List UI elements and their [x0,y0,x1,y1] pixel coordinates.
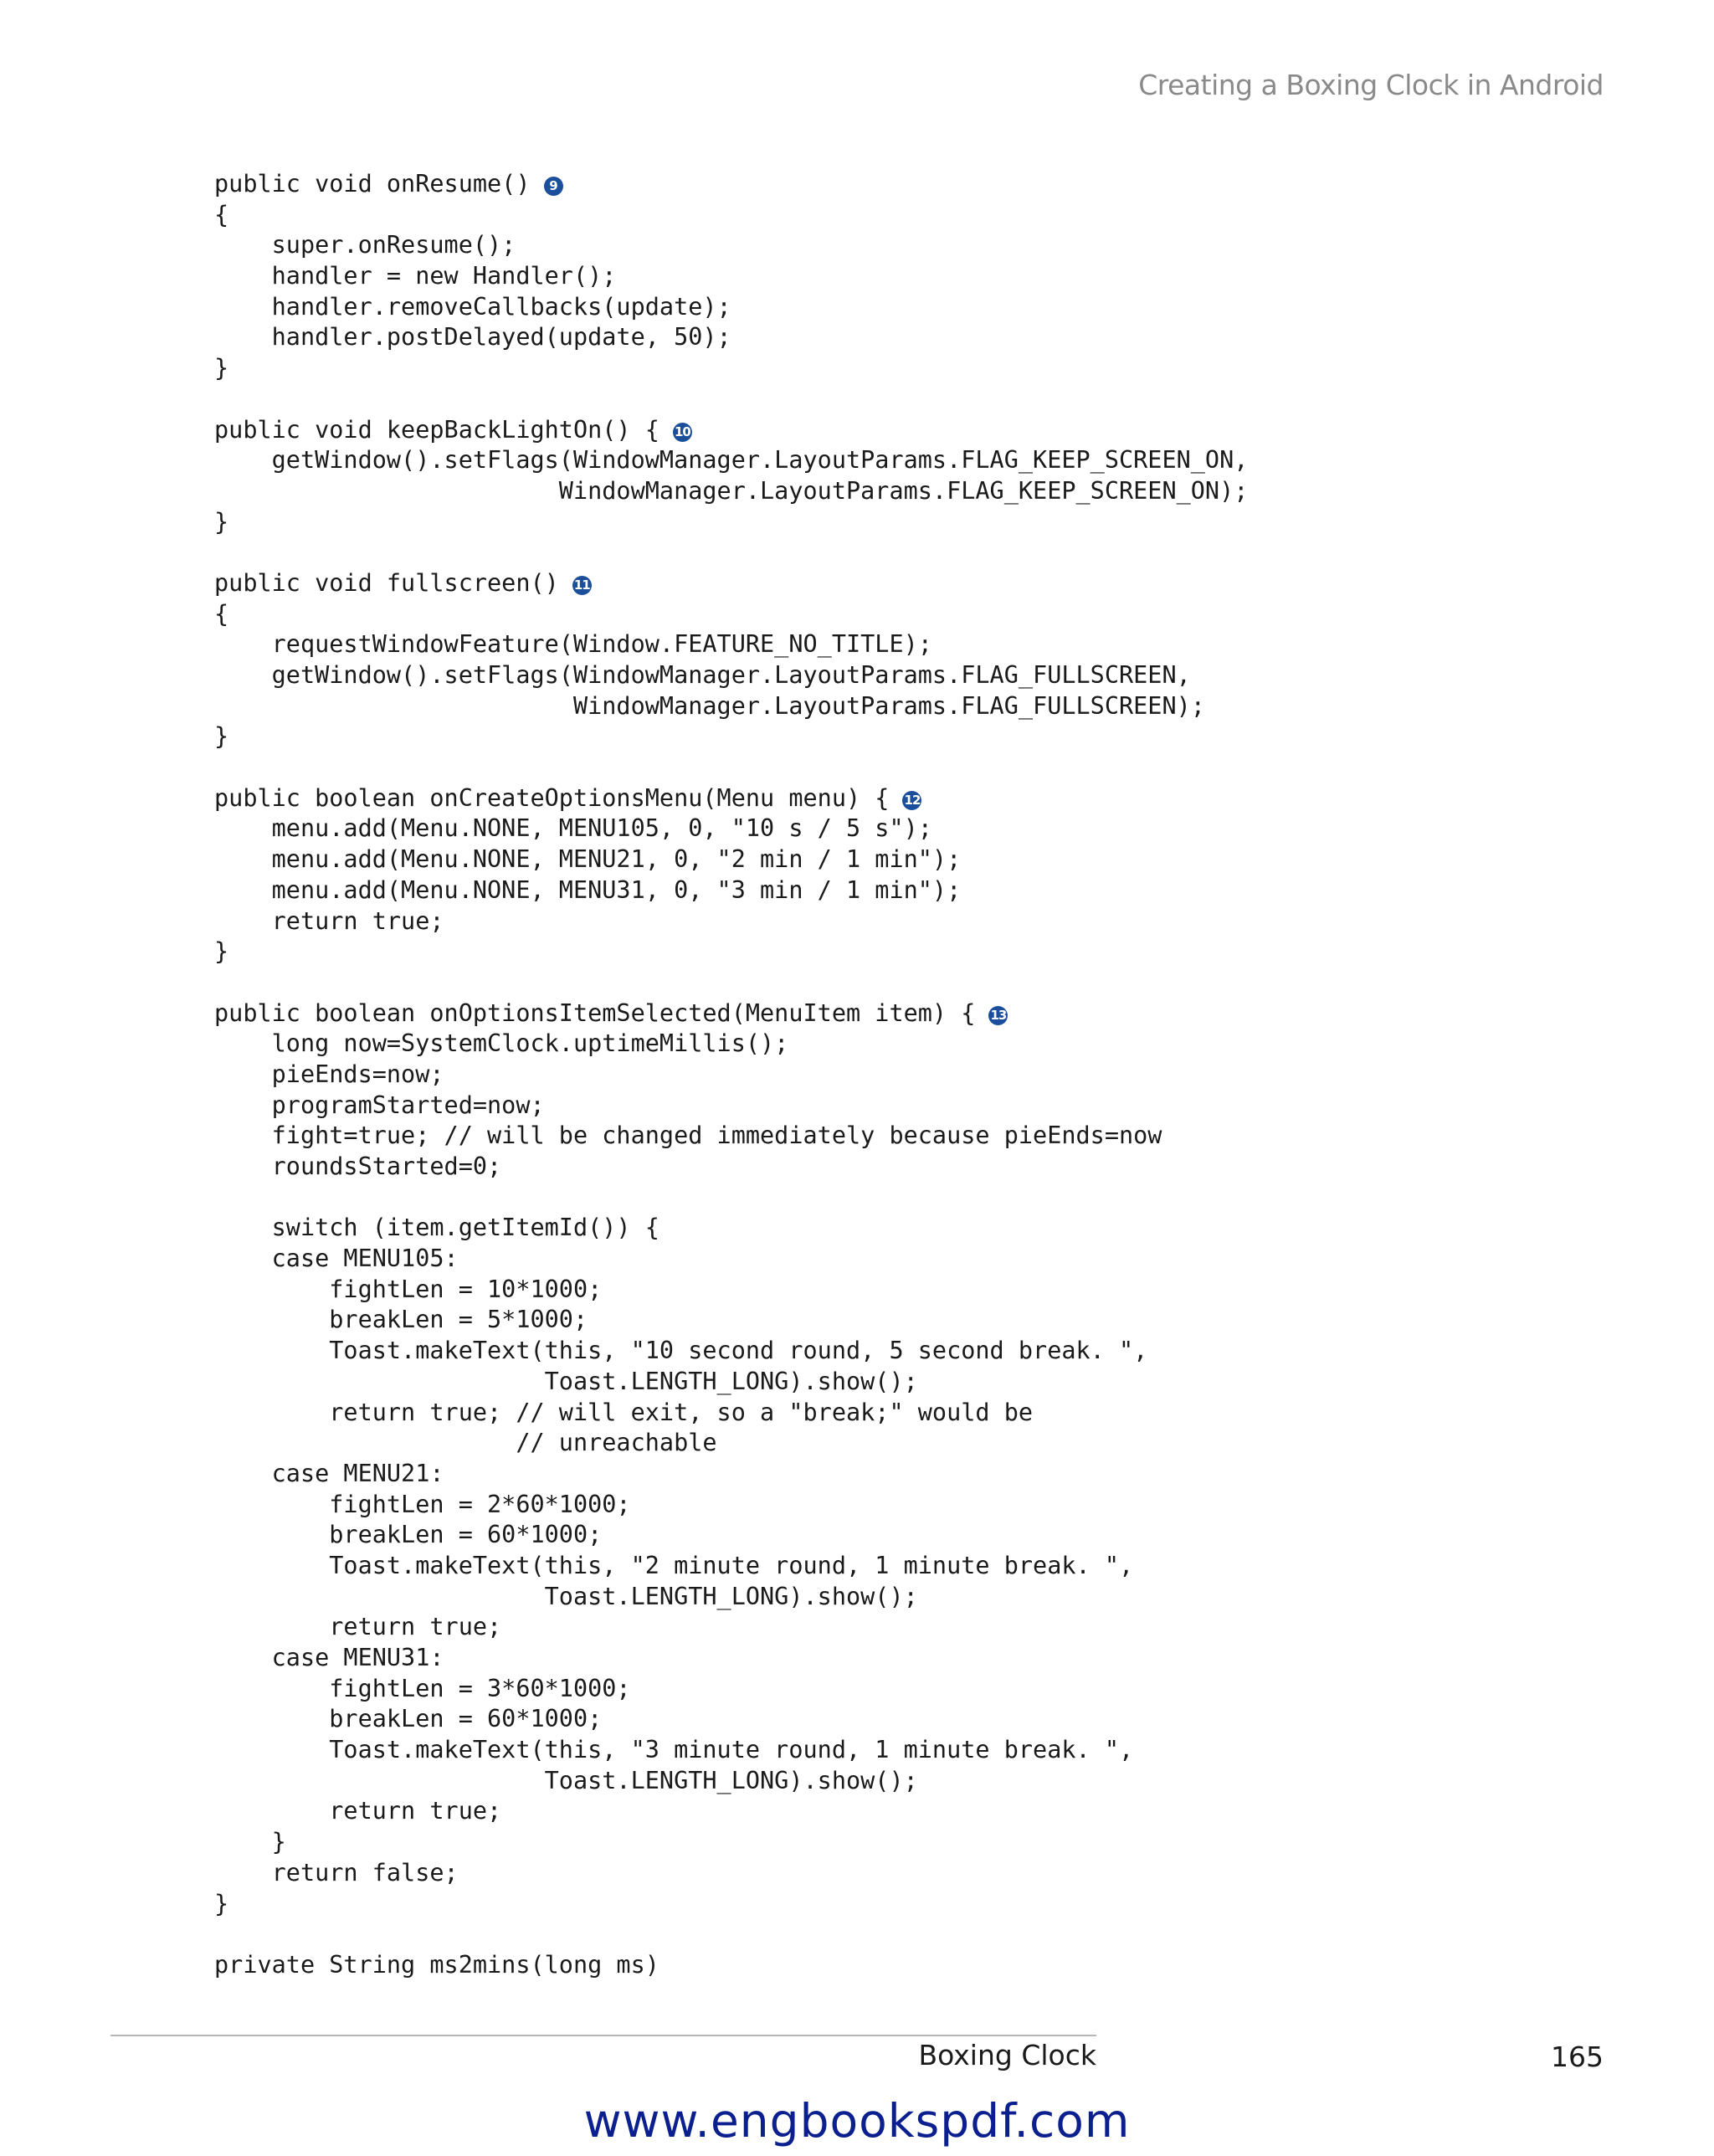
code-line [214,1305,1470,1336]
code-line [214,292,1470,323]
code-text: } [214,354,229,382]
watermark-url: www.engbookspdf.com [583,2094,1131,2148]
code-text: breakLen = 60*1000; [214,1521,603,1549]
code-text: Toast.LENGTH_LONG).show(); [214,1367,918,1395]
code-line [214,1060,1470,1091]
code-text: } [214,1889,229,1917]
code-text: } [214,1828,286,1856]
code-text: return false; [214,1858,459,1887]
code-text: Toast.makeText(this, "10 second round, 5 second break. ", [214,1337,1148,1365]
code-line [214,1244,1470,1275]
code-text: } [214,507,229,536]
code-line [214,353,1470,384]
code-line [214,1612,1470,1643]
code-line [214,1704,1470,1735]
code-line [214,507,1470,538]
code-text: Toast.makeText(this, "2 minute round, 1 minute break. ", [214,1551,1134,1579]
code-line [214,814,1470,844]
code-text: return true; [214,906,444,935]
code-text: } [214,722,229,751]
code-text: case MENU21: [214,1459,444,1487]
code-text: { [214,200,229,228]
code-line [214,261,1470,292]
code-line [214,1582,1470,1613]
code-line [214,691,1470,722]
code-text: fight=true; // will be changed immediately because pieEnds=now [214,1122,1162,1150]
code-text: WindowManager.LayoutParams.FLAG_KEEP_SCREEN_ON); [214,476,1249,505]
code-line [214,1950,1470,1981]
code-text: public void keepBackLightOn() { [214,415,659,444]
code-line [214,384,1470,415]
code-line [214,445,1470,476]
code-line [214,1551,1470,1582]
code-line [214,937,1470,968]
code-line [214,1398,1470,1429]
code-line [214,599,1470,630]
code-text: private String ms2mins(long ms) [214,1950,659,1979]
code-text: public boolean onCreateOptionsMenu(Menu menu) { [214,783,890,812]
code-line [214,476,1470,507]
code-line [214,1152,1470,1183]
code-line [214,415,1470,446]
code-line [214,1275,1470,1306]
code-line [214,1643,1470,1674]
code-line [214,1735,1470,1766]
code-line [214,230,1470,261]
code-text: long now=SystemClock.uptimeMillis(); [214,1029,789,1058]
code-line [214,1889,1470,1920]
callout-number-icon: 11 [572,576,592,595]
code-text: roundsStarted=0; [214,1152,502,1180]
running-header: Creating a Boxing Clock in Android [1138,69,1604,101]
code-line [214,1428,1470,1459]
code-line [214,1766,1470,1797]
code-text: programStarted=now; [214,1091,545,1119]
code-text: fightLen = 3*60*1000; [214,1674,631,1702]
code-line [214,169,1470,200]
code-line [214,968,1470,998]
code-text: requestWindowFeature(Window.FEATURE_NO_TITLE); [214,630,932,659]
code-line [214,1490,1470,1521]
code-text: return true; [214,1613,502,1641]
code-text: public void onResume() [214,170,531,198]
code-line [214,1520,1470,1551]
code-line [214,1121,1470,1152]
code-text: switch (item.getItemId()) { [214,1214,659,1242]
code-line [214,1183,1470,1214]
code-text: fightLen = 10*1000; [214,1275,603,1303]
code-text: breakLen = 60*1000; [214,1705,603,1733]
code-line [214,844,1470,875]
code-line [214,906,1470,937]
code-text: menu.add(Menu.NONE, MENU105, 0, "10 s / 5 s"); [214,814,932,843]
code-text: handler = new Handler(); [214,262,617,290]
code-line [214,537,1470,568]
code-line [214,660,1470,691]
code-text: breakLen = 5*1000; [214,1306,588,1334]
code-line [214,568,1470,599]
code-line [214,783,1470,814]
code-line [214,1674,1470,1705]
code-text: { [214,599,229,628]
callout-number-icon: 12 [902,791,921,810]
code-text: handler.removeCallbacks(update); [214,292,731,321]
code-text: return true; [214,1797,502,1825]
code-line [214,1213,1470,1244]
code-text: case MENU105: [214,1245,459,1273]
code-line [214,1827,1470,1858]
code-text: public void fullscreen() [214,568,559,597]
code-text: public boolean onOptionsItemSelected(MenuItem item) { [214,998,976,1027]
code-line [214,1336,1470,1367]
code-text: Toast.makeText(this, "3 minute round, 1 minute break. ", [214,1736,1134,1764]
code-text: menu.add(Menu.NONE, MENU21, 0, "2 min / 1 min"); [214,845,962,874]
callout-number-icon: 10 [673,423,692,442]
code-line [214,1029,1470,1060]
code-text: WindowManager.LayoutParams.FLAG_FULLSCREEN); [214,691,1205,720]
code-line [214,200,1470,231]
code-text: super.onResume(); [214,231,516,259]
code-line [214,875,1470,906]
code-text: menu.add(Menu.NONE, MENU31, 0, "3 min / 1 min"); [214,875,962,904]
code-listing [214,169,1470,1981]
footer-divider [110,2035,1096,2036]
callout-number-icon: 9 [544,177,563,196]
code-line [214,1091,1470,1122]
code-line [214,721,1470,752]
code-text: Toast.LENGTH_LONG).show(); [214,1582,918,1610]
code-text: getWindow().setFlags(WindowManager.LayoutParams.FLAG_FULLSCREEN, [214,661,1191,689]
code-text: return true; // will exit, so a "break;" would be [214,1398,1034,1426]
code-text: } [214,937,229,966]
code-text: pieEnds=now; [214,1060,444,1088]
code-text: handler.postDelayed(update, 50); [214,323,731,352]
code-line [214,629,1470,660]
code-line [214,1459,1470,1490]
code-text: fightLen = 2*60*1000; [214,1490,631,1518]
code-line [214,322,1470,353]
code-line [214,998,1470,1029]
code-text: case MENU31: [214,1644,444,1671]
footer-chapter-title: Boxing Clock [918,2039,1096,2071]
code-text: getWindow().setFlags(WindowManager.LayoutParams.FLAG_KEEP_SCREEN_ON, [214,446,1249,475]
code-line [214,752,1470,783]
code-line [214,1858,1470,1889]
callout-number-icon: 13 [988,1006,1008,1025]
code-text: // unreachable [214,1429,717,1457]
code-text: Toast.LENGTH_LONG).show(); [214,1766,918,1794]
code-line [214,1796,1470,1827]
code-line [214,1919,1470,1950]
code-line [214,1367,1470,1398]
page-number: 165 [1551,2041,1604,2073]
